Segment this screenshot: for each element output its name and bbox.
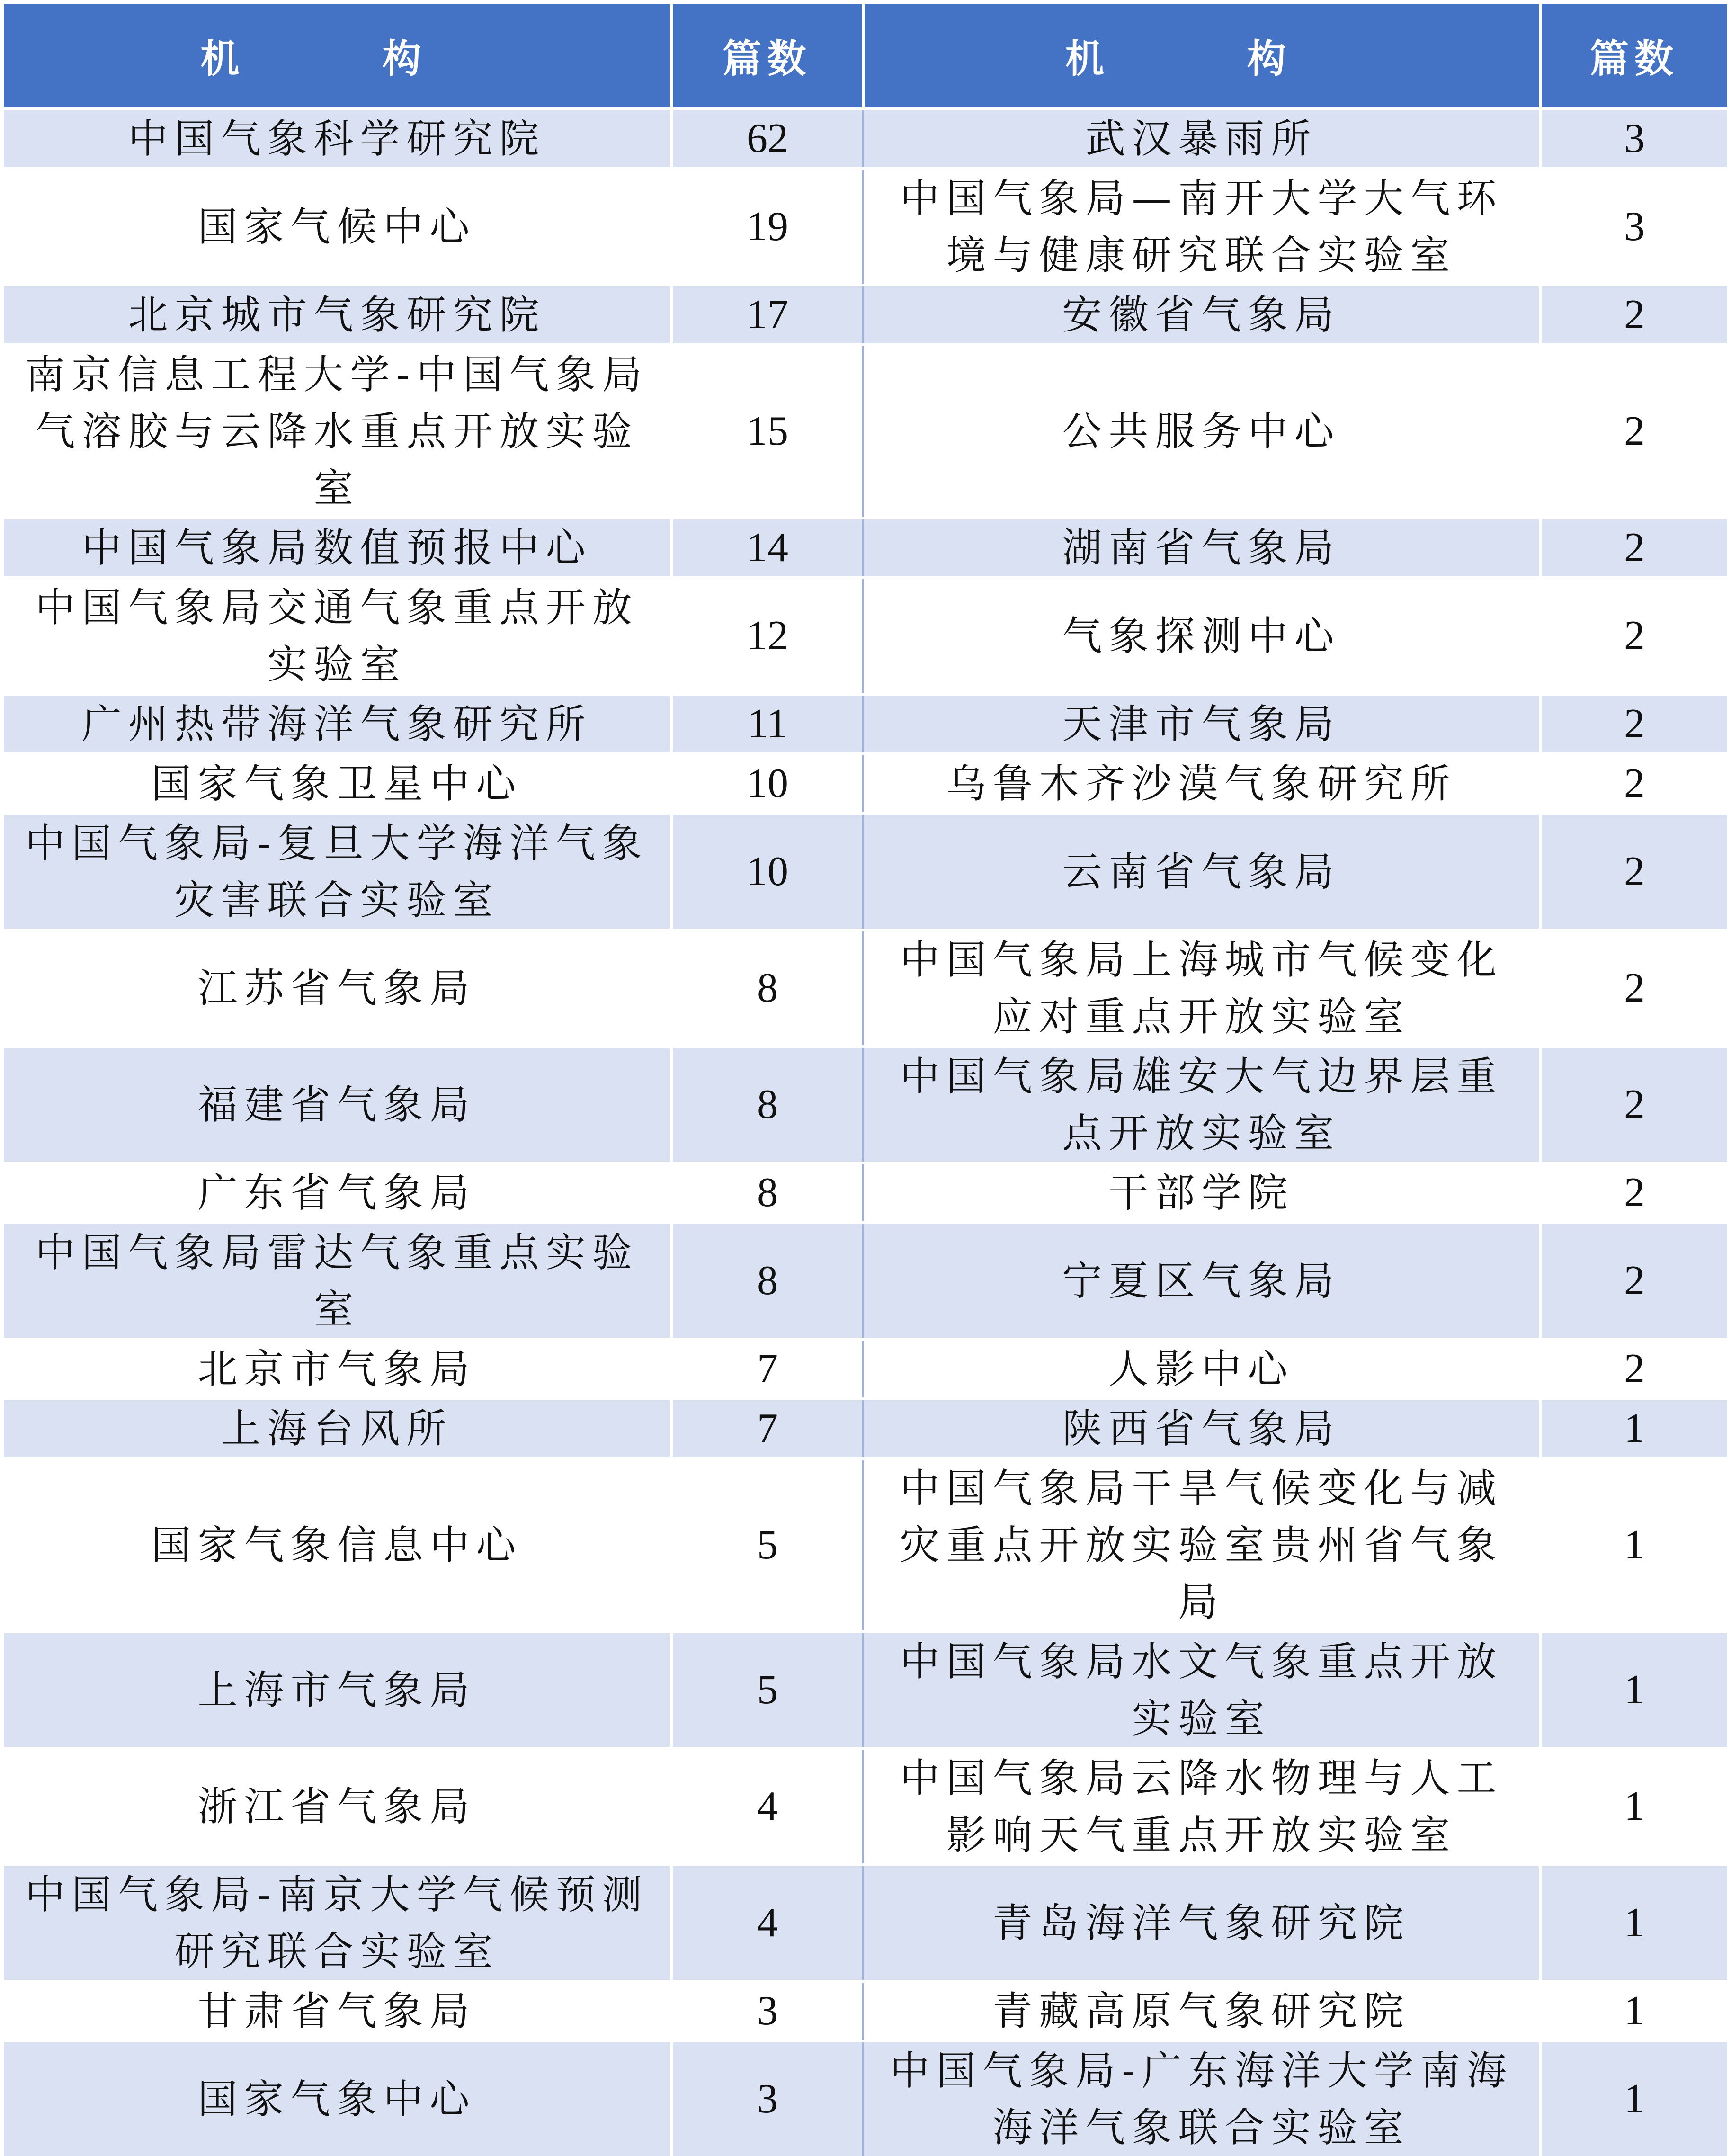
institution-right-cell [863, 1163, 1540, 1223]
institution-right-cell [863, 1047, 1540, 1163]
institution-name: 国家气象中心 [197, 2076, 476, 2122]
table-row [4, 1339, 1727, 1399]
count-right-cell [1540, 518, 1727, 578]
count-left-cell [671, 345, 863, 518]
paper-count: 8 [757, 1170, 778, 1216]
institution-right-cell [863, 1981, 1540, 2041]
table-row [4, 345, 1727, 518]
institution-name: 上海台风所 [221, 1405, 453, 1452]
table-row [4, 1399, 1727, 1458]
count-left-cell [671, 1632, 863, 1748]
institution-name: 浙江省气象局 [197, 1783, 476, 1830]
count-left-cell [671, 754, 863, 814]
institution-left-cell [4, 814, 671, 930]
institution-right-cell [863, 1458, 1540, 1632]
institution-left-cell [4, 109, 671, 169]
count-left-cell [671, 1047, 863, 1163]
paper-count: 1 [1624, 1405, 1645, 1451]
institution-name: 干部学院 [1108, 1170, 1294, 1216]
institution-right-cell [863, 109, 1540, 169]
count-left-cell [671, 1458, 863, 1632]
institution-left-cell [4, 169, 671, 285]
institution-name: 中国气象局干旱气候变化与减灾重点开放实验室贵州省气象局 [900, 1465, 1503, 1625]
header-count-left: 篇数 [671, 4, 863, 109]
table-row [4, 1865, 1727, 1981]
institution-name: 国家气象信息中心 [151, 1522, 523, 1568]
institution-left-cell [4, 1748, 671, 1865]
count-right-cell [1540, 930, 1727, 1047]
count-left-cell [671, 1223, 863, 1339]
header-institution-left: 机 构 [4, 4, 671, 109]
institution-name: 甘肃省气象局 [197, 1988, 476, 2034]
institution-name: 中国气象科学研究院 [128, 116, 546, 162]
table-row [4, 169, 1727, 285]
count-left-cell [671, 930, 863, 1047]
paper-count: 1 [1624, 1988, 1645, 2034]
institution-name: 安徽省气象局 [1062, 292, 1341, 338]
institution-left-cell [4, 2041, 671, 2156]
institution-left-cell [4, 1981, 671, 2041]
table-row [4, 814, 1727, 930]
paper-count: 8 [757, 1082, 778, 1127]
count-right-cell [1540, 2041, 1727, 2156]
institution-name: 中国气象局雷达气象重点实验室 [35, 1229, 639, 1333]
institution-left-cell [4, 1865, 671, 1981]
count-left-cell [671, 2041, 863, 2156]
institution-name: 陕西省气象局 [1062, 1405, 1341, 1452]
paper-count: 3 [1624, 204, 1645, 250]
count-right-cell [1540, 169, 1727, 285]
institution-name: 中国气象局上海城市气候变化应对重点开放实验室 [900, 937, 1503, 1040]
institution-name: 公共服务中心 [1062, 408, 1341, 455]
paper-count: 5 [757, 1667, 778, 1713]
paper-count: 3 [757, 1988, 778, 2034]
institution-right-cell [863, 285, 1540, 345]
institution-right-cell [863, 814, 1540, 930]
institution-name: 中国气象局-复旦大学海洋气象灾害联合实验室 [25, 820, 649, 923]
institution-name: 乌鲁木齐沙漠气象研究所 [946, 760, 1457, 807]
count-right-cell [1540, 1223, 1727, 1339]
institution-name: 宁夏区气象局 [1062, 1258, 1341, 1304]
count-right-cell [1540, 754, 1727, 814]
institution-right-cell [863, 1399, 1540, 1458]
institution-name: 国家气象卫星中心 [151, 760, 523, 807]
paper-count: 17 [747, 292, 788, 338]
institution-right-cell [863, 578, 1540, 694]
count-left-cell [671, 1163, 863, 1223]
count-right-cell [1540, 345, 1727, 518]
paper-count: 62 [747, 116, 788, 161]
institution-name: 中国气象局雄安大气边界层重点开放实验室 [900, 1053, 1503, 1156]
paper-count: 2 [1624, 1082, 1645, 1127]
table-row [4, 1748, 1727, 1865]
count-right-cell [1540, 1748, 1727, 1865]
institution-name: 青岛海洋气象研究院 [992, 1900, 1410, 1946]
institution-name: 人影中心 [1108, 1346, 1294, 1392]
paper-count: 2 [1624, 1170, 1645, 1216]
table-row [4, 2041, 1727, 2156]
paper-count: 3 [757, 2076, 778, 2122]
count-right-cell [1540, 814, 1727, 930]
table-row [4, 1223, 1727, 1339]
institution-count-table [4, 4, 1727, 2156]
institution-right-cell [863, 1748, 1540, 1865]
institution-name: 上海市气象局 [197, 1667, 476, 1713]
paper-count: 11 [747, 701, 788, 747]
paper-count: 2 [1624, 613, 1645, 659]
institution-left-cell [4, 1339, 671, 1399]
institution-name: 气象探测中心 [1062, 613, 1341, 659]
count-right-cell [1540, 1458, 1727, 1632]
header-count-right: 篇数 [1540, 4, 1727, 109]
paper-count: 2 [1624, 292, 1645, 338]
institution-name: 南京信息工程大学-中国气象局气溶胶与云降水重点开放实验室 [25, 351, 649, 511]
institution-name: 中国气象局水文气象重点开放实验室 [900, 1638, 1503, 1742]
paper-count: 1 [1624, 1522, 1645, 1568]
institution-left-cell [4, 1458, 671, 1632]
table-row [4, 1458, 1727, 1632]
institution-right-cell [863, 930, 1540, 1047]
count-left-cell [671, 1981, 863, 2041]
count-right-cell [1540, 1981, 1727, 2041]
institution-name: 中国气象局交通气象重点开放实验室 [35, 584, 639, 688]
paper-count: 2 [1624, 760, 1645, 806]
institution-left-cell [4, 694, 671, 754]
institution-left-cell [4, 1632, 671, 1748]
institution-name: 北京市气象局 [197, 1346, 476, 1392]
institution-name: 福建省气象局 [197, 1082, 476, 1128]
count-left-cell [671, 109, 863, 169]
table-row [4, 285, 1727, 345]
institution-left-cell [4, 345, 671, 518]
table-row [4, 1047, 1727, 1163]
institution-name: 中国气象局-南京大学气候预测研究联合实验室 [25, 1871, 649, 1975]
paper-count: 1 [1624, 2076, 1645, 2122]
count-left-cell [671, 1339, 863, 1399]
count-right-cell [1540, 1399, 1727, 1458]
count-right-cell [1540, 1339, 1727, 1399]
institution-name: 天津市气象局 [1062, 701, 1341, 747]
institution-right-cell [863, 345, 1540, 518]
paper-count: 2 [1624, 408, 1645, 454]
count-right-cell [1540, 1632, 1727, 1748]
institution-right-cell [863, 754, 1540, 814]
table-row [4, 930, 1727, 1047]
paper-count: 10 [747, 849, 788, 895]
institution-left-cell [4, 1399, 671, 1458]
count-left-cell [671, 1399, 863, 1458]
institution-name: 中国气象局数值预报中心 [81, 525, 592, 571]
paper-count: 12 [747, 613, 788, 659]
institution-name: 中国气象局—南开大学大气环境与健康研究联合实验室 [900, 175, 1503, 278]
institution-name: 中国气象局云降水物理与人工影响天气重点开放实验室 [900, 1755, 1503, 1858]
paper-count: 10 [747, 760, 788, 806]
table-row [4, 754, 1727, 814]
paper-count: 8 [757, 1258, 778, 1304]
header-row [4, 4, 1727, 109]
table-row [4, 578, 1727, 694]
institution-right-cell [863, 169, 1540, 285]
count-left-cell [671, 694, 863, 754]
paper-count: 7 [757, 1346, 778, 1392]
paper-count: 2 [1624, 701, 1645, 747]
paper-count: 8 [757, 965, 778, 1011]
count-left-cell [671, 169, 863, 285]
paper-count: 14 [747, 525, 788, 571]
paper-count: 2 [1624, 1258, 1645, 1304]
paper-count: 1 [1624, 1783, 1645, 1829]
count-left-cell [671, 1748, 863, 1865]
paper-count: 4 [757, 1783, 778, 1829]
institution-left-cell [4, 518, 671, 578]
paper-count: 1 [1624, 1900, 1645, 1946]
institution-right-cell [863, 1632, 1540, 1748]
table-row [4, 518, 1727, 578]
institution-name: 青藏高原气象研究院 [992, 1988, 1410, 2034]
institution-right-cell [863, 694, 1540, 754]
count-right-cell [1540, 578, 1727, 694]
institution-right-cell [863, 1339, 1540, 1399]
institution-left-cell [4, 1223, 671, 1339]
table-row [4, 109, 1727, 169]
count-right-cell [1540, 109, 1727, 169]
institution-right-cell [863, 1865, 1540, 1981]
count-left-cell [671, 518, 863, 578]
header-institution-right: 机 构 [863, 4, 1540, 109]
count-right-cell [1540, 1163, 1727, 1223]
paper-count: 2 [1624, 525, 1645, 571]
institution-name: 江苏省气象局 [197, 965, 476, 1011]
institution-name: 北京城市气象研究院 [128, 292, 546, 338]
table-row [4, 694, 1727, 754]
institution-right-cell [863, 518, 1540, 578]
count-left-cell [671, 578, 863, 694]
institution-name: 云南省气象局 [1062, 849, 1341, 895]
institution-right-cell [863, 1223, 1540, 1339]
paper-count: 4 [757, 1900, 778, 1946]
institution-left-cell [4, 1163, 671, 1223]
count-left-cell [671, 814, 863, 930]
institution-left-cell [4, 578, 671, 694]
institution-name: 广州热带海洋气象研究所 [81, 701, 592, 747]
institution-name: 国家气候中心 [197, 204, 476, 250]
institution-left-cell [4, 930, 671, 1047]
paper-count: 2 [1624, 849, 1645, 895]
count-right-cell [1540, 285, 1727, 345]
paper-count: 19 [747, 204, 788, 250]
institution-left-cell [4, 754, 671, 814]
institution-name: 中国气象局-广东海洋大学南海海洋气象联合实验室 [890, 2048, 1513, 2151]
institution-name: 湖南省气象局 [1062, 525, 1341, 571]
paper-count: 5 [757, 1522, 778, 1568]
paper-count: 1 [1624, 1667, 1645, 1713]
table-row [4, 1163, 1727, 1223]
count-right-cell [1540, 1047, 1727, 1163]
paper-count: 15 [747, 408, 788, 454]
count-right-cell [1540, 694, 1727, 754]
institution-left-cell [4, 285, 671, 345]
count-left-cell [671, 1865, 863, 1981]
institution-left-cell [4, 1047, 671, 1163]
count-right-cell [1540, 1865, 1727, 1981]
paper-count: 3 [1624, 116, 1645, 161]
paper-count: 2 [1624, 1346, 1645, 1392]
institution-right-cell [863, 2041, 1540, 2156]
institution-name: 广东省气象局 [197, 1170, 476, 1216]
institution-name: 武汉暴雨所 [1085, 116, 1318, 162]
paper-count: 2 [1624, 965, 1645, 1011]
paper-count: 7 [757, 1405, 778, 1451]
count-left-cell [671, 285, 863, 345]
table-row [4, 1981, 1727, 2041]
table-body [4, 109, 1727, 2156]
table-row [4, 1632, 1727, 1748]
